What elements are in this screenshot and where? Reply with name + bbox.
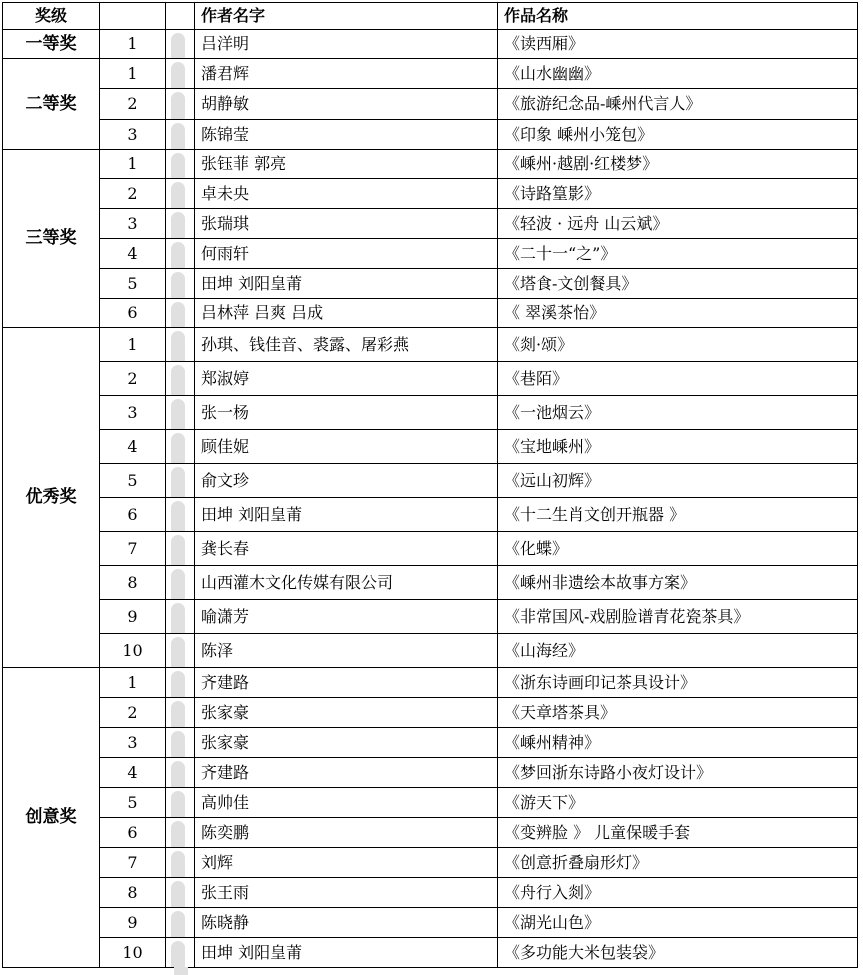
author-name: 潘君辉 (195, 59, 498, 89)
column-marker (166, 698, 195, 728)
row-number: 3 (100, 396, 166, 430)
column-marker (166, 938, 195, 968)
row-number: 1 (100, 59, 166, 89)
row-number: 4 (100, 430, 166, 464)
work-title: 《浙东诗画印记茶具设计》 (498, 668, 858, 698)
author-name: 齐建路 (195, 668, 498, 698)
work-title: 《二十一“之”》 (498, 239, 858, 269)
work-title: 《一池烟云》 (498, 396, 858, 430)
row-number: 1 (100, 150, 166, 179)
marker-tab (171, 123, 185, 149)
table-row (3, 430, 858, 464)
row-number: 7 (100, 532, 166, 566)
marker-tab (171, 501, 185, 531)
work-title: 《舟行入剡》 (498, 878, 858, 908)
column-marker (166, 498, 195, 532)
column-marker (166, 239, 195, 269)
awards-table-body (3, 3, 858, 968)
author-name: 田坤 刘阳皇莆 (195, 498, 498, 532)
work-title: 《嵊州非遗绘本故事方案》 (498, 566, 858, 600)
author-name: 田坤 刘阳皇莆 (195, 269, 498, 299)
column-marker (166, 299, 195, 328)
marker-tab (171, 569, 185, 599)
marker-tab (171, 365, 185, 395)
work-title: 《嵊州·越剧·红楼梦》 (498, 150, 858, 179)
marker-tab (171, 535, 185, 565)
row-number: 2 (100, 89, 166, 120)
work-title: 《创意折叠扇形灯》 (498, 848, 858, 878)
row-number: 2 (100, 362, 166, 396)
work-title: 《山水幽幽》 (498, 59, 858, 89)
work-title: 《轻波 · 远舟 山云斌》 (498, 209, 858, 239)
table-row (3, 600, 858, 634)
table-row (3, 328, 858, 362)
marker-tab (171, 33, 185, 58)
marker-tab (171, 603, 185, 633)
row-number: 4 (100, 239, 166, 269)
table-row (3, 239, 858, 269)
work-title: 《天章塔茶具》 (498, 698, 858, 728)
column-marker (166, 89, 195, 120)
row-number: 1 (100, 30, 166, 59)
work-title: 《梦回浙东诗路小夜灯设计》 (498, 758, 858, 788)
table-row (3, 179, 858, 209)
marker-tab (171, 399, 185, 429)
table-row (3, 728, 858, 758)
work-title: 《远山初辉》 (498, 464, 858, 498)
marker-tab (171, 272, 185, 298)
author-name: 陈锦莹 (195, 120, 498, 150)
column-marker (166, 908, 195, 938)
award-level: 创意奖 (3, 668, 100, 968)
marker-tab (171, 92, 185, 119)
column-marker (166, 878, 195, 908)
table-row (3, 464, 858, 498)
award-level: 优秀奖 (3, 328, 100, 668)
work-title: 《塔食-文创餐具》 (498, 269, 858, 299)
row-number: 6 (100, 818, 166, 848)
table-row (3, 758, 858, 788)
awards-table (2, 2, 858, 968)
marker-tab (171, 302, 185, 327)
author-name: 山西灌木文化传媒有限公司 (195, 566, 498, 600)
work-title: 《十二生肖文创开瓶器 》 (498, 498, 858, 532)
table-row (3, 532, 858, 566)
table-row (3, 59, 858, 89)
author-name: 高帅佳 (195, 788, 498, 818)
work-title: 《非常国风-戏剧脸谱青花瓷茶具》 (498, 600, 858, 634)
marker-tab (171, 911, 185, 937)
column-marker-tail (174, 967, 188, 975)
row-number: 1 (100, 328, 166, 362)
marker-tab (171, 153, 185, 178)
marker-tab (171, 701, 185, 727)
row-number: 9 (100, 908, 166, 938)
author-name: 张家豪 (195, 698, 498, 728)
header-level: 奖级 (3, 3, 100, 30)
table-row (3, 566, 858, 600)
author-name: 张钰菲 郭亮 (195, 150, 498, 179)
author-name: 卓未央 (195, 179, 498, 209)
column-marker (166, 788, 195, 818)
row-number: 2 (100, 179, 166, 209)
marker-tab (171, 467, 185, 497)
author-name: 张家豪 (195, 728, 498, 758)
marker-tab (171, 731, 185, 757)
work-title: 《印象 嵊州小笼包》 (498, 120, 858, 150)
table-row (3, 848, 858, 878)
author-name: 俞文珍 (195, 464, 498, 498)
work-title: 《剡·颂》 (498, 328, 858, 362)
table-row (3, 634, 858, 668)
column-marker (166, 464, 195, 498)
column-marker (166, 328, 195, 362)
table-row (3, 89, 858, 120)
column-marker (166, 600, 195, 634)
author-name: 张一杨 (195, 396, 498, 430)
marker-tab (171, 242, 185, 268)
row-number: 5 (100, 269, 166, 299)
author-name: 龚长春 (195, 532, 498, 566)
column-marker (166, 668, 195, 698)
marker-tab (171, 941, 185, 967)
row-number: 3 (100, 120, 166, 150)
column-marker (166, 362, 195, 396)
column-marker (166, 758, 195, 788)
table-row (3, 150, 858, 179)
work-title: 《山海经》 (498, 634, 858, 668)
author-name: 吕林萍 吕爽 吕成 (195, 299, 498, 328)
marker-tab (171, 851, 185, 877)
header-work: 作品名称 (498, 3, 858, 30)
header-gap (166, 3, 195, 30)
work-title: 《游天下》 (498, 788, 858, 818)
work-title: 《旅游纪念品-嵊州代言人》 (498, 89, 858, 120)
work-title: 《湖光山色》 (498, 908, 858, 938)
row-number: 9 (100, 600, 166, 634)
column-marker (166, 430, 195, 464)
row-number: 7 (100, 848, 166, 878)
award-level: 二等奖 (3, 59, 100, 150)
author-name: 何雨轩 (195, 239, 498, 269)
row-number: 8 (100, 566, 166, 600)
column-marker (166, 728, 195, 758)
award-level: 三等奖 (3, 150, 100, 328)
marker-tab (171, 637, 185, 667)
row-number: 4 (100, 758, 166, 788)
column-marker (166, 566, 195, 600)
column-marker (166, 818, 195, 848)
table-row (3, 396, 858, 430)
marker-tab (171, 791, 185, 817)
author-name: 孙琪、钱佳音、裘露、屠彩燕 (195, 328, 498, 362)
author-name: 田坤 刘阳皇莆 (195, 938, 498, 968)
column-marker (166, 848, 195, 878)
row-number: 5 (100, 788, 166, 818)
work-title: 《诗路篁影》 (498, 179, 858, 209)
author-name: 陈晓静 (195, 908, 498, 938)
table-row (3, 938, 858, 968)
author-name: 张王雨 (195, 878, 498, 908)
table-row (3, 878, 858, 908)
marker-tab (171, 881, 185, 907)
table-row (3, 908, 858, 938)
row-number: 3 (100, 728, 166, 758)
author-name: 郑淑婷 (195, 362, 498, 396)
table-row (3, 788, 858, 818)
author-name: 顾佳妮 (195, 430, 498, 464)
table-row (3, 120, 858, 150)
row-number: 2 (100, 698, 166, 728)
marker-tab (171, 821, 185, 847)
marker-tab (171, 331, 185, 361)
author-name: 胡静敏 (195, 89, 498, 120)
work-title: 《 翠溪茶怡》 (498, 299, 858, 328)
work-title: 《宝地嵊州》 (498, 430, 858, 464)
author-name: 喻潇芳 (195, 600, 498, 634)
author-name: 吕洋明 (195, 30, 498, 59)
table-row (3, 498, 858, 532)
row-number: 8 (100, 878, 166, 908)
work-title: 《化蝶》 (498, 532, 858, 566)
author-name: 陈泽 (195, 634, 498, 668)
author-name: 刘辉 (195, 848, 498, 878)
marker-tab (171, 671, 185, 697)
column-marker (166, 269, 195, 299)
row-number: 10 (100, 938, 166, 968)
column-marker (166, 30, 195, 59)
table-row (3, 698, 858, 728)
table-row (3, 269, 858, 299)
column-marker (166, 150, 195, 179)
row-number: 1 (100, 668, 166, 698)
work-title: 《读西厢》 (498, 30, 858, 59)
row-number: 10 (100, 634, 166, 668)
row-number: 6 (100, 299, 166, 328)
table-row (3, 299, 858, 328)
row-number: 6 (100, 498, 166, 532)
work-title: 《巷陌》 (498, 362, 858, 396)
author-name: 张瑞琪 (195, 209, 498, 239)
table-row (3, 362, 858, 396)
column-marker (166, 634, 195, 668)
column-marker (166, 209, 195, 239)
table-row (3, 30, 858, 59)
table-row (3, 818, 858, 848)
work-title: 《嵊州精神》 (498, 728, 858, 758)
author-name: 齐建路 (195, 758, 498, 788)
header-number (100, 3, 166, 30)
column-marker (166, 179, 195, 209)
marker-tab (171, 62, 185, 88)
row-number: 3 (100, 209, 166, 239)
header-author: 作者名字 (195, 3, 498, 30)
marker-tab (171, 212, 185, 238)
work-title: 《多功能大米包装袋》 (498, 938, 858, 968)
table-row (3, 209, 858, 239)
author-name: 陈奕鹏 (195, 818, 498, 848)
work-title: 《变辨脸 》 儿童保暖手套 (498, 818, 858, 848)
marker-tab (171, 433, 185, 463)
table-row (3, 668, 858, 698)
column-marker (166, 532, 195, 566)
column-marker (166, 396, 195, 430)
header-row (3, 3, 858, 30)
row-number: 5 (100, 464, 166, 498)
marker-tab (171, 182, 185, 208)
column-marker (166, 120, 195, 150)
marker-tab (171, 761, 185, 787)
column-marker (166, 59, 195, 89)
award-level: 一等奖 (3, 30, 100, 59)
